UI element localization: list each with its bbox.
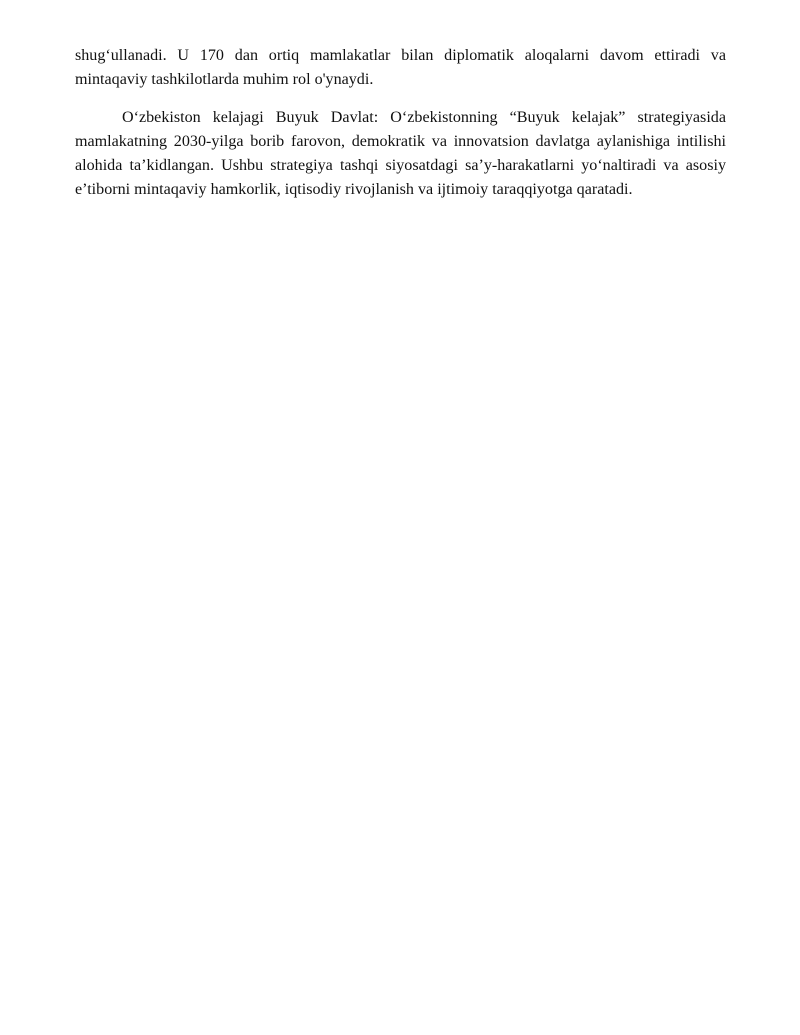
- paragraph-buyuk-davlat: O‘zbekiston kelajagi Buyuk Davlat: O‘zbekistonning “Buyuk kelajak” strategiyasida mamlakatning 2030-yilga borib farovon, demokratik va innovatsion davlatga aylanishiga intilishi alohida ta’kidlangan. Ushbu strategiya tashqi siyosatdagi sa’y-harakatlarni yo‘naltiradi va asosiy e’tiborni mintaqaviy hamkorlik, iqtisodiy rivojlanish va ijtimoiy taraqqiyotga qaratadi.: [75, 109, 726, 198]
- document-body: [75, 44, 726, 202]
- paragraph-continuation: shug‘ullanadi. U 170 dan ortiq mamlakatlar bilan diplomatik aloqalarni davom ettiradi va mintaqaviy tashkilotlarda muhim rol o'ynaydi.: [75, 47, 726, 88]
